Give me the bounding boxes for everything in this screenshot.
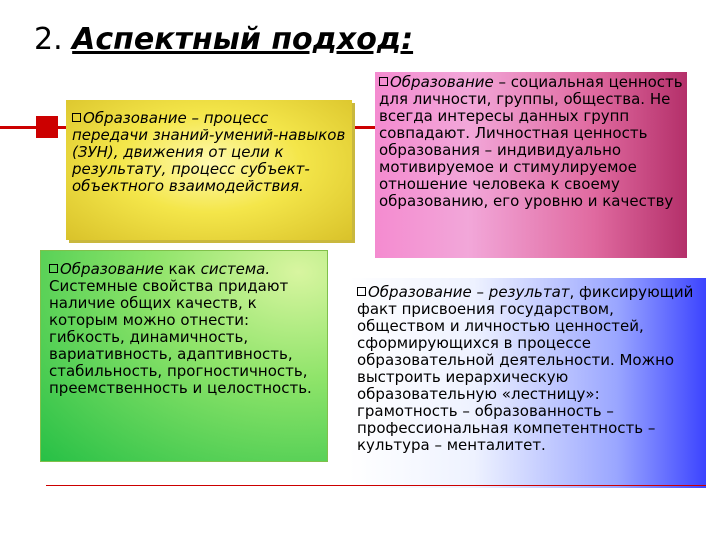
bottom-divider [46,485,706,486]
title-text: Аспектный подход: [72,22,414,57]
education-system-box [40,250,328,462]
green-lead: Образование [60,260,164,278]
title-number: 2. [34,22,63,57]
yellow-lead: Образование [83,109,187,127]
pink-lead: Образование [390,73,494,91]
green-body: Системные свойства придают наличие общих качеств, к которым можно отнести: гибкость, динамичность, вариативность, адаптивность, стабильность, прогностичность, преемственность и целостность. [49,277,312,397]
mid-accent-bar [352,126,375,129]
yellow-body: – процесс передачи знаний-умений-навыков (ЗУН), движения от цели к результату, процесс субъект-объектного взаимодействия. [72,109,346,195]
bullet-icon [72,113,81,122]
blue-body: , фиксирующий факт присвоения государством, обществом и личностью ценностей, сформирующихся в процессе образовательной деятельности. Можно выстроить иерархическую образовательную «лестницу»: грамотность – образованность – профессиональная компетентность – культура – менталитет. [357,283,694,454]
education-value-box [375,72,687,258]
education-result-box [349,278,706,488]
bullet-icon [357,287,366,296]
education-process-box [66,100,352,240]
green-lead2: система. [200,260,271,278]
education-value-text [379,74,683,210]
left-accent-square [36,116,58,138]
page-title [34,22,413,57]
pink-body: – социальная ценность для личности, группы, общества. Не всегда интересы данных групп совпадают. Личностная ценность образования – индивидуально мотивируемое и стимулируемое отношение человека к своему образованию, его уровню и качеству [379,73,683,210]
blue-lead2: результат [488,283,570,301]
education-result-text [357,284,700,454]
blue-lead: Образование [368,283,472,301]
education-process-text [72,110,346,195]
bullet-icon [49,264,58,273]
education-system-text [49,261,321,397]
blue-mid: – [471,283,489,301]
green-mid: как [163,260,201,278]
bullet-icon [379,77,388,86]
